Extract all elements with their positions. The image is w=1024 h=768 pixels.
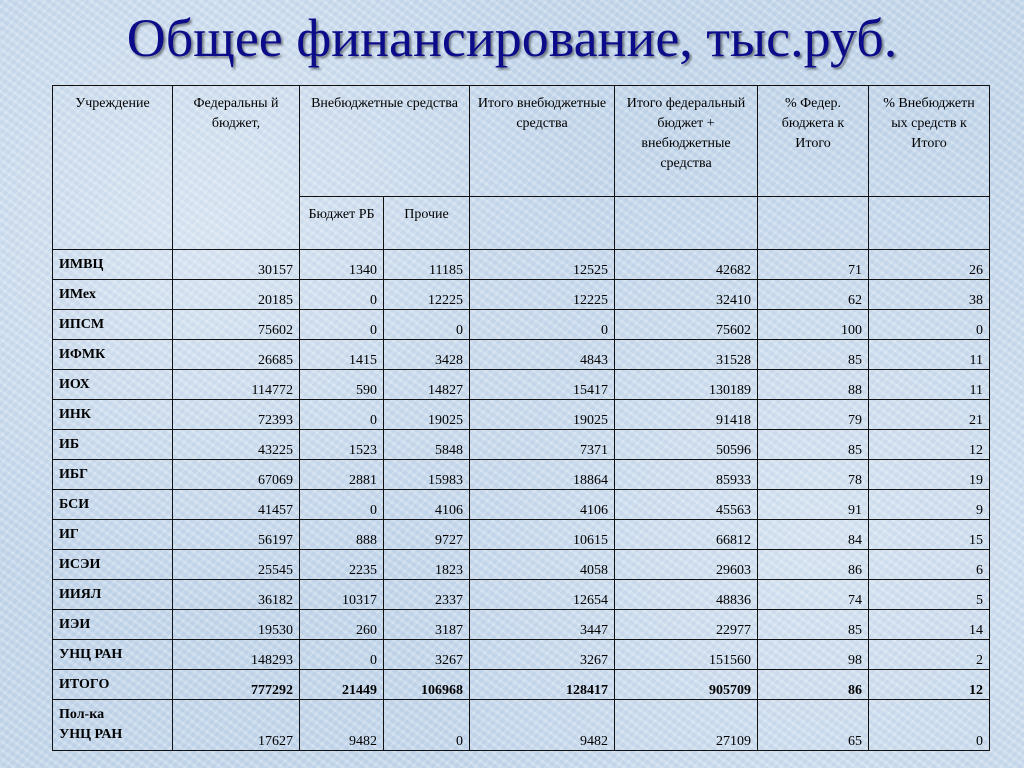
table-row: [53, 490, 990, 520]
budget-rb-value: 2881: [300, 460, 384, 490]
pct-federal-value: 84: [758, 520, 869, 550]
budget-rb-value: 260: [300, 610, 384, 640]
federal-value: 17627: [173, 700, 300, 751]
grand-total-value: 48836: [615, 580, 758, 610]
pct-extra-value: 11: [869, 340, 990, 370]
table-row: [53, 640, 990, 670]
federal-value: 36182: [173, 580, 300, 610]
other-value: 106968: [384, 670, 470, 700]
institution-name: ИПСМ: [53, 310, 173, 340]
other-value: 0: [384, 310, 470, 340]
other-value: 14827: [384, 370, 470, 400]
grand-total-value: 66812: [615, 520, 758, 550]
other-value: 3267: [384, 640, 470, 670]
pct-federal-value: 85: [758, 340, 869, 370]
pct-extra-value: 14: [869, 610, 990, 640]
federal-value: 43225: [173, 430, 300, 460]
other-value: 12225: [384, 280, 470, 310]
table-row: [53, 250, 990, 280]
table-row: [53, 340, 990, 370]
other-value: 15983: [384, 460, 470, 490]
federal-value: 30157: [173, 250, 300, 280]
budget-rb-value: 0: [300, 400, 384, 430]
institution-name: ИФМК: [53, 340, 173, 370]
header-institution: Учреждение: [53, 86, 173, 250]
pct-extra-value: 11: [869, 370, 990, 400]
pct-federal-value: 100: [758, 310, 869, 340]
pct-federal-value: 98: [758, 640, 869, 670]
header-federal: Федеральны й бюджет,: [173, 86, 300, 250]
table-row: [53, 370, 990, 400]
total-row: [53, 670, 990, 700]
other-value: 0: [384, 700, 470, 751]
other-value: 3187: [384, 610, 470, 640]
financing-table: [52, 85, 990, 751]
header-grand-total: Итого федеральный бюджет + внебюджетные средства: [615, 86, 758, 197]
budget-rb-value: 0: [300, 310, 384, 340]
institution-name: ИОХ: [53, 370, 173, 400]
extra-total-value: 19025: [470, 400, 615, 430]
pct-extra-value: 9: [869, 490, 990, 520]
institution-name: ИБ: [53, 430, 173, 460]
budget-rb-value: 0: [300, 640, 384, 670]
pct-extra-value: 38: [869, 280, 990, 310]
federal-value: 72393: [173, 400, 300, 430]
other-value: 2337: [384, 580, 470, 610]
federal-value: 148293: [173, 640, 300, 670]
extra-total-value: 3267: [470, 640, 615, 670]
institution-name: [53, 700, 173, 751]
extra-total-value: 4058: [470, 550, 615, 580]
table-row: [53, 580, 990, 610]
budget-rb-value: 1523: [300, 430, 384, 460]
header-extra-total: Итого внебюджетные средства: [470, 86, 615, 197]
budget-rb-value: 0: [300, 280, 384, 310]
extra-total-value: 12225: [470, 280, 615, 310]
other-value: 3428: [384, 340, 470, 370]
budget-rb-value: 9482: [300, 700, 384, 751]
extra-total-value: 15417: [470, 370, 615, 400]
federal-value: 777292: [173, 670, 300, 700]
grand-total-value: 130189: [615, 370, 758, 400]
table-row: [53, 430, 990, 460]
header-extra-budget: Внебюджетные средства: [300, 86, 470, 197]
grand-total-value: 32410: [615, 280, 758, 310]
budget-rb-value: 1340: [300, 250, 384, 280]
grand-total-value: 27109: [615, 700, 758, 751]
budget-rb-value: 21449: [300, 670, 384, 700]
table-row: [53, 400, 990, 430]
budget-rb-value: 2235: [300, 550, 384, 580]
pct-federal-value: 88: [758, 370, 869, 400]
pct-extra-value: 5: [869, 580, 990, 610]
table-row: [53, 610, 990, 640]
table-row: [53, 310, 990, 340]
grand-total-value: 22977: [615, 610, 758, 640]
pct-federal-value: 78: [758, 460, 869, 490]
pct-federal-value: 74: [758, 580, 869, 610]
grand-total-value: 91418: [615, 400, 758, 430]
pct-extra-value: 26: [869, 250, 990, 280]
grand-total-value: 50596: [615, 430, 758, 460]
pct-federal-value: 79: [758, 400, 869, 430]
pct-extra-value: 21: [869, 400, 990, 430]
federal-value: 19530: [173, 610, 300, 640]
budget-rb-value: 590: [300, 370, 384, 400]
grand-total-value: 29603: [615, 550, 758, 580]
pct-extra-value: 12: [869, 430, 990, 460]
other-value: 9727: [384, 520, 470, 550]
pct-federal-value: 85: [758, 610, 869, 640]
institution-name: УНЦ РАН: [53, 640, 173, 670]
pct-federal-value: 91: [758, 490, 869, 520]
federal-value: 56197: [173, 520, 300, 550]
pct-federal-value: 86: [758, 670, 869, 700]
pct-extra-value: 19: [869, 460, 990, 490]
table-row: [53, 280, 990, 310]
pct-extra-value: 12: [869, 670, 990, 700]
extra-total-value: 12525: [470, 250, 615, 280]
pct-extra-value: 0: [869, 310, 990, 340]
institution-name: ИБГ: [53, 460, 173, 490]
empty-cell: [869, 197, 990, 250]
institution-name: ИТОГО: [53, 670, 173, 700]
federal-value: 75602: [173, 310, 300, 340]
extra-total-value: 4106: [470, 490, 615, 520]
grand-total-value: 151560: [615, 640, 758, 670]
pct-federal-value: 62: [758, 280, 869, 310]
grand-total-value: 85933: [615, 460, 758, 490]
institution-name: БСИ: [53, 490, 173, 520]
pct-federal-value: 71: [758, 250, 869, 280]
grand-total-value: 42682: [615, 250, 758, 280]
grand-total-value: 75602: [615, 310, 758, 340]
institution-name-line1: Пол-ка: [59, 707, 105, 722]
pct-federal-value: 85: [758, 430, 869, 460]
pct-extra-value: 15: [869, 520, 990, 550]
budget-rb-value: 0: [300, 490, 384, 520]
federal-value: 26685: [173, 340, 300, 370]
subheader-budget-rb: Бюджет РБ: [300, 197, 384, 250]
federal-value: 41457: [173, 490, 300, 520]
extra-total-value: 7371: [470, 430, 615, 460]
institution-name: ИГ: [53, 520, 173, 550]
extra-total-value: 18864: [470, 460, 615, 490]
extra-total-value: 9482: [470, 700, 615, 751]
empty-cell: [470, 197, 615, 250]
pct-federal-value: 86: [758, 550, 869, 580]
header-row: [53, 86, 990, 197]
budget-rb-value: 1415: [300, 340, 384, 370]
subheader-other: Прочие: [384, 197, 470, 250]
pct-extra-value: 2: [869, 640, 990, 670]
institution-name: ИИЯЛ: [53, 580, 173, 610]
empty-cell: [758, 197, 869, 250]
institution-name-line2: УНЦ РАН: [59, 727, 123, 742]
other-value: 1823: [384, 550, 470, 580]
table-row: [53, 550, 990, 580]
extra-total-value: 3447: [470, 610, 615, 640]
institution-name: ИНК: [53, 400, 173, 430]
table-row: [53, 460, 990, 490]
institution-name: ИЭИ: [53, 610, 173, 640]
institution-name: ИМВЦ: [53, 250, 173, 280]
budget-rb-value: 10317: [300, 580, 384, 610]
extra-total-value: 128417: [470, 670, 615, 700]
header-pct-federal: % Федер. бюджета к Итого: [758, 86, 869, 197]
federal-value: 25545: [173, 550, 300, 580]
page-title: Общее финансирование, тыс.руб.: [126, 8, 898, 68]
header-pct-extra: % Внебюджетн ых средств к Итого: [869, 86, 990, 197]
federal-value: 20185: [173, 280, 300, 310]
institution-name: ИМех: [53, 280, 173, 310]
table-row: [53, 700, 990, 751]
grand-total-value: 45563: [615, 490, 758, 520]
pct-federal-value: 65: [758, 700, 869, 751]
extra-total-value: 0: [470, 310, 615, 340]
federal-value: 67069: [173, 460, 300, 490]
extra-total-value: 12654: [470, 580, 615, 610]
pct-extra-value: 6: [869, 550, 990, 580]
pct-extra-value: 0: [869, 700, 990, 751]
empty-cell: [615, 197, 758, 250]
other-value: 19025: [384, 400, 470, 430]
table-row: [53, 520, 990, 550]
other-value: 4106: [384, 490, 470, 520]
extra-total-value: 4843: [470, 340, 615, 370]
federal-value: 114772: [173, 370, 300, 400]
grand-total-value: 31528: [615, 340, 758, 370]
extra-total-value: 10615: [470, 520, 615, 550]
institution-name: ИСЭИ: [53, 550, 173, 580]
other-value: 11185: [384, 250, 470, 280]
grand-total-value: 905709: [615, 670, 758, 700]
other-value: 5848: [384, 430, 470, 460]
budget-rb-value: 888: [300, 520, 384, 550]
